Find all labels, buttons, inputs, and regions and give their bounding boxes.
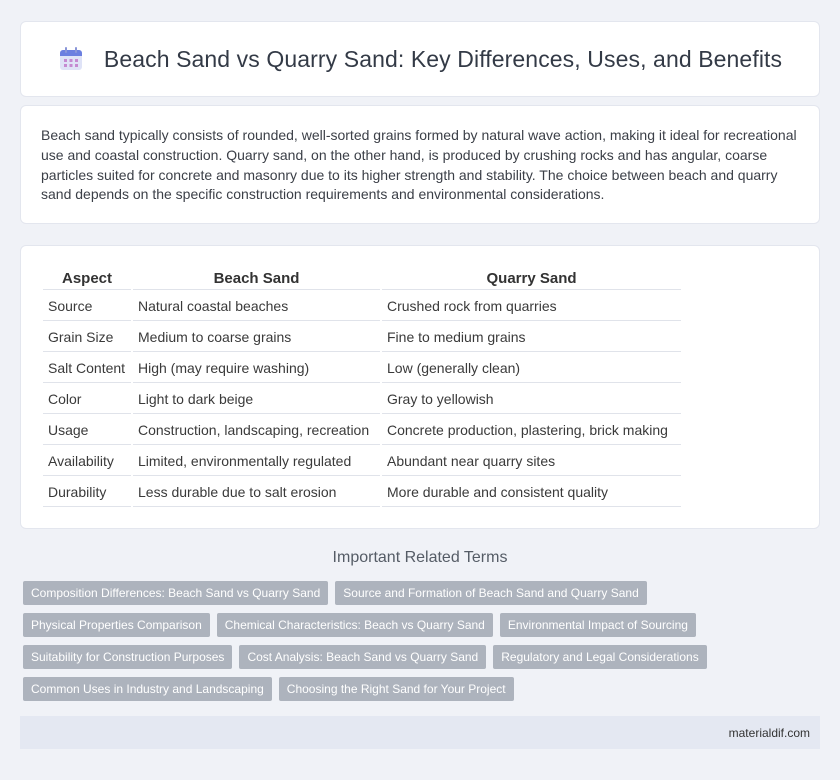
intro-paragraph: Beach sand typically consists of rounded, well-sorted grains formed by natural wave action, making it ideal for recreational use and coastal construction. Quarry sand, on the other hand, is produced by crushing rocks and has angular, coarse particles suited for concrete and masonry due to its higher strength and stability. The choice between beach and quarry sand depends on the specific construction requirements and environmental considerations. <box>41 127 797 203</box>
table-row <box>43 478 681 507</box>
table-cell: Less durable due to salt erosion <box>133 478 380 507</box>
table-cell: Crushed rock from quarries <box>382 292 681 321</box>
related-terms-title: Important Related Terms <box>332 549 508 566</box>
related-term-tag[interactable]: Source and Formation of Beach Sand and Quarry Sand <box>335 581 647 605</box>
column-header-aspect: Aspect <box>43 267 131 290</box>
table-row <box>43 354 681 383</box>
footer <box>20 716 820 749</box>
table-cell: Grain Size <box>43 323 131 352</box>
table-cell: Color <box>43 385 131 414</box>
related-term-tag[interactable]: Cost Analysis: Beach Sand vs Quarry Sand <box>239 645 486 669</box>
table-cell: Construction, landscaping, recreation <box>133 416 380 445</box>
table-header-row <box>43 267 681 290</box>
table-row <box>43 416 681 445</box>
related-term-tag[interactable]: Choosing the Right Sand for Your Project <box>279 677 514 701</box>
comparison-table <box>41 265 683 509</box>
related-term-tag[interactable]: Common Uses in Industry and Landscaping <box>23 677 272 701</box>
table-cell: Salt Content <box>43 354 131 383</box>
related-terms-tags <box>23 581 813 701</box>
column-header-quarry-sand: Quarry Sand <box>382 267 681 290</box>
related-term-tag[interactable]: Composition Differences: Beach Sand vs Quarry Sand <box>23 581 328 605</box>
table-row <box>43 292 681 321</box>
column-header-beach-sand: Beach Sand <box>133 267 380 290</box>
related-term-tag[interactable]: Regulatory and Legal Considerations <box>493 645 706 669</box>
table-cell: Durability <box>43 478 131 507</box>
table-cell: Availability <box>43 447 131 476</box>
page-header <box>20 21 820 97</box>
table-cell: Fine to medium grains <box>382 323 681 352</box>
intro-card <box>20 105 820 224</box>
table-cell: Medium to coarse grains <box>133 323 380 352</box>
table-cell: More durable and consistent quality <box>382 478 681 507</box>
table-cell: High (may require washing) <box>133 354 380 383</box>
page-title: Beach Sand vs Quarry Sand: Key Differences, Uses, and Benefits <box>103 45 783 72</box>
related-term-tag[interactable]: Chemical Characteristics: Beach vs Quarry Sand <box>217 613 493 637</box>
related-term-tag[interactable]: Suitability for Construction Purposes <box>23 645 232 669</box>
table-row <box>43 385 681 414</box>
table-cell: Limited, environmentally regulated <box>133 447 380 476</box>
related-term-tag[interactable]: Environmental Impact of Sourcing <box>500 613 696 637</box>
related-term-tag[interactable]: Physical Properties Comparison <box>23 613 210 637</box>
table-cell: Gray to yellowish <box>382 385 681 414</box>
table-cell: Source <box>43 292 131 321</box>
table-row <box>43 323 681 352</box>
calendar-icon <box>58 46 84 72</box>
footer-site-link[interactable]: materialdif.com <box>728 725 810 740</box>
table-cell: Low (generally clean) <box>382 354 681 383</box>
table-cell: Usage <box>43 416 131 445</box>
table-cell: Concrete production, plastering, brick making <box>382 416 681 445</box>
comparison-table-card <box>20 245 820 529</box>
table-cell: Light to dark beige <box>133 385 380 414</box>
table-row <box>43 447 681 476</box>
table-cell: Natural coastal beaches <box>133 292 380 321</box>
table-cell: Abundant near quarry sites <box>382 447 681 476</box>
